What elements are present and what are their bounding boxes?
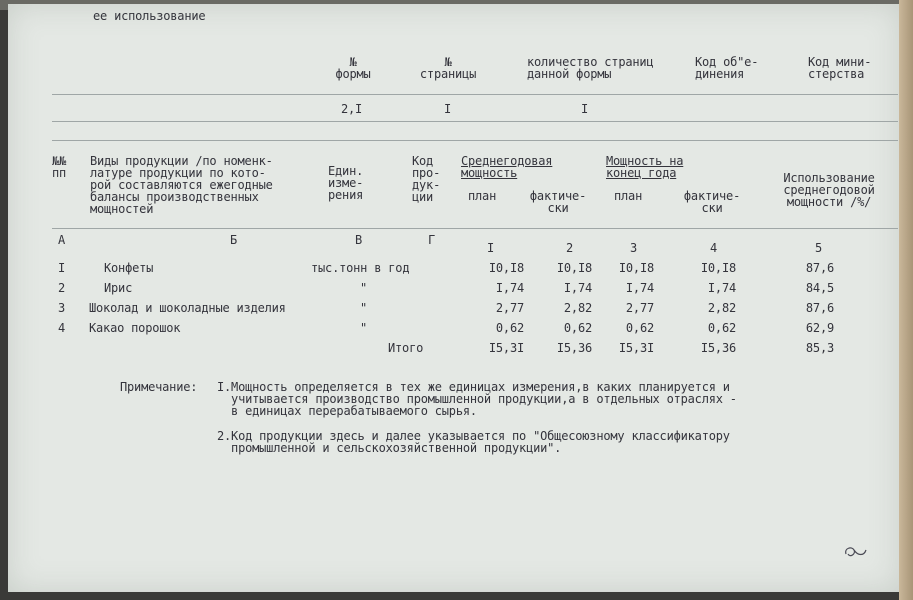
col-letter-a: А: [58, 233, 66, 247]
document-sheet: [8, 4, 900, 592]
col-code-heading: Код про- дук- ции: [412, 154, 441, 204]
table-row-2-unit: ": [360, 281, 368, 295]
form-number-label: № формы: [335, 55, 371, 81]
table-row-1-num: I: [58, 261, 66, 275]
table-row-1-end-fact: I0,I8: [700, 261, 736, 275]
table-row-4-avg-fact: 0,62: [563, 321, 592, 335]
col-end-plan-heading: план: [614, 189, 643, 203]
table-row-1-end-plan: I0,I8: [618, 261, 654, 275]
col-num-heading: №№ пп: [52, 154, 67, 180]
col-end-fact-heading: фактиче- ски: [683, 189, 741, 215]
table-row-2-end-plan: I,74: [625, 281, 654, 295]
handwritten-mark: [842, 540, 868, 562]
page-number-label: № страницы: [419, 55, 477, 81]
header-rule-2: [52, 121, 898, 122]
col-avg-plan-heading: план: [468, 189, 497, 203]
note-2: 2.Код продукции здесь и далее указывается по "Общесоюзному классификатору промышленной и сельскохозяйственной продукции".: [217, 429, 730, 455]
note-1: I.Мощность определяется в тех же единицах измерения,в каких планируется и учитывается производство промышленной продукции,а в отдельных отраслях - в единицах перерабатываемого сырья.: [217, 380, 737, 418]
col-usage-heading: Использование среднегодовой мощности /%/: [783, 171, 875, 209]
notes-label: Примечание:: [120, 380, 198, 394]
table-row-3-unit: ": [360, 301, 368, 315]
table-row-3-avg-plan: 2,77: [495, 301, 524, 315]
page-number-value: I: [444, 102, 452, 116]
col-unit-heading: Един. изме- рения: [328, 164, 364, 202]
col-avg-capacity-heading: Среднегодовая мощность: [461, 154, 553, 180]
table-row-3-num: 3: [58, 301, 66, 315]
binding-edge: [899, 0, 913, 600]
table-row-3-end-fact: 2,82: [707, 301, 736, 315]
form-number-value: 2,I: [341, 102, 363, 116]
table-row-4-num: 4: [58, 321, 66, 335]
col-letter-b: Б: [230, 233, 238, 247]
col-name-heading: Виды продукции /по номенк- латуре продукции по кото- рой составляются ежегодные балансы производственных мощностей: [90, 154, 273, 216]
page-count-value: I: [581, 102, 589, 116]
col-letter-3: 3: [630, 241, 638, 255]
col-letter-4: 4: [710, 241, 718, 255]
table-row-1-avg-plan: I0,I8: [488, 261, 524, 275]
total-avg-fact: I5,36: [556, 341, 592, 355]
table-row-2-name: Ирис: [104, 281, 133, 295]
header-rule-1: [52, 94, 898, 95]
total-usage: 85,3: [805, 341, 834, 355]
table-row-4-end-plan: 0,62: [625, 321, 654, 335]
total-label: Итого: [388, 341, 424, 355]
table-row-4-unit: ": [360, 321, 368, 335]
table-row-1-name: Конфеты: [104, 261, 154, 275]
col-letter-1: I: [487, 241, 495, 255]
table-row-4-end-fact: 0,62: [707, 321, 736, 335]
table-row-1-avg-fact: I0,I8: [556, 261, 592, 275]
table-row-1-unit: тыс.тонн в год: [311, 261, 410, 275]
union-code-label: Код об"е- динения: [695, 55, 759, 81]
table-row-1-usage: 87,6: [805, 261, 834, 275]
table-row-2-usage: 84,5: [805, 281, 834, 295]
ministry-code-label: Код мини- стерства: [808, 55, 872, 81]
col-avg-fact-heading: фактиче- ски: [529, 189, 587, 215]
top-caption: ее использование: [93, 9, 206, 23]
total-avg-plan: I5,3I: [488, 341, 524, 355]
table-row-2-avg-plan: I,74: [495, 281, 524, 295]
col-letter-2: 2: [566, 241, 574, 255]
table-row-2-avg-fact: I,74: [563, 281, 592, 295]
header-rule-3: [52, 140, 898, 141]
table-row-4-usage: 62,9: [805, 321, 834, 335]
col-letter-5: 5: [815, 241, 823, 255]
table-row-3-name: Шоколад и шоколадные изделия: [89, 301, 286, 315]
table-row-4-name: Какао порошок: [89, 321, 181, 335]
table-row-3-end-plan: 2,77: [625, 301, 654, 315]
table-row-4-avg-plan: 0,62: [495, 321, 524, 335]
total-end-fact: I5,36: [700, 341, 736, 355]
page-count-label: количество страниц данной формы: [527, 55, 654, 81]
col-letter-v: В: [355, 233, 363, 247]
heading-rule: [52, 228, 898, 229]
col-yearend-capacity-heading: Мощность на конец года: [606, 154, 684, 180]
total-end-plan: I5,3I: [618, 341, 654, 355]
table-row-3-avg-fact: 2,82: [563, 301, 592, 315]
table-row-2-end-fact: I,74: [707, 281, 736, 295]
col-letter-g: Г: [428, 233, 436, 247]
table-row-3-usage: 87,6: [805, 301, 834, 315]
table-row-2-num: 2: [58, 281, 66, 295]
